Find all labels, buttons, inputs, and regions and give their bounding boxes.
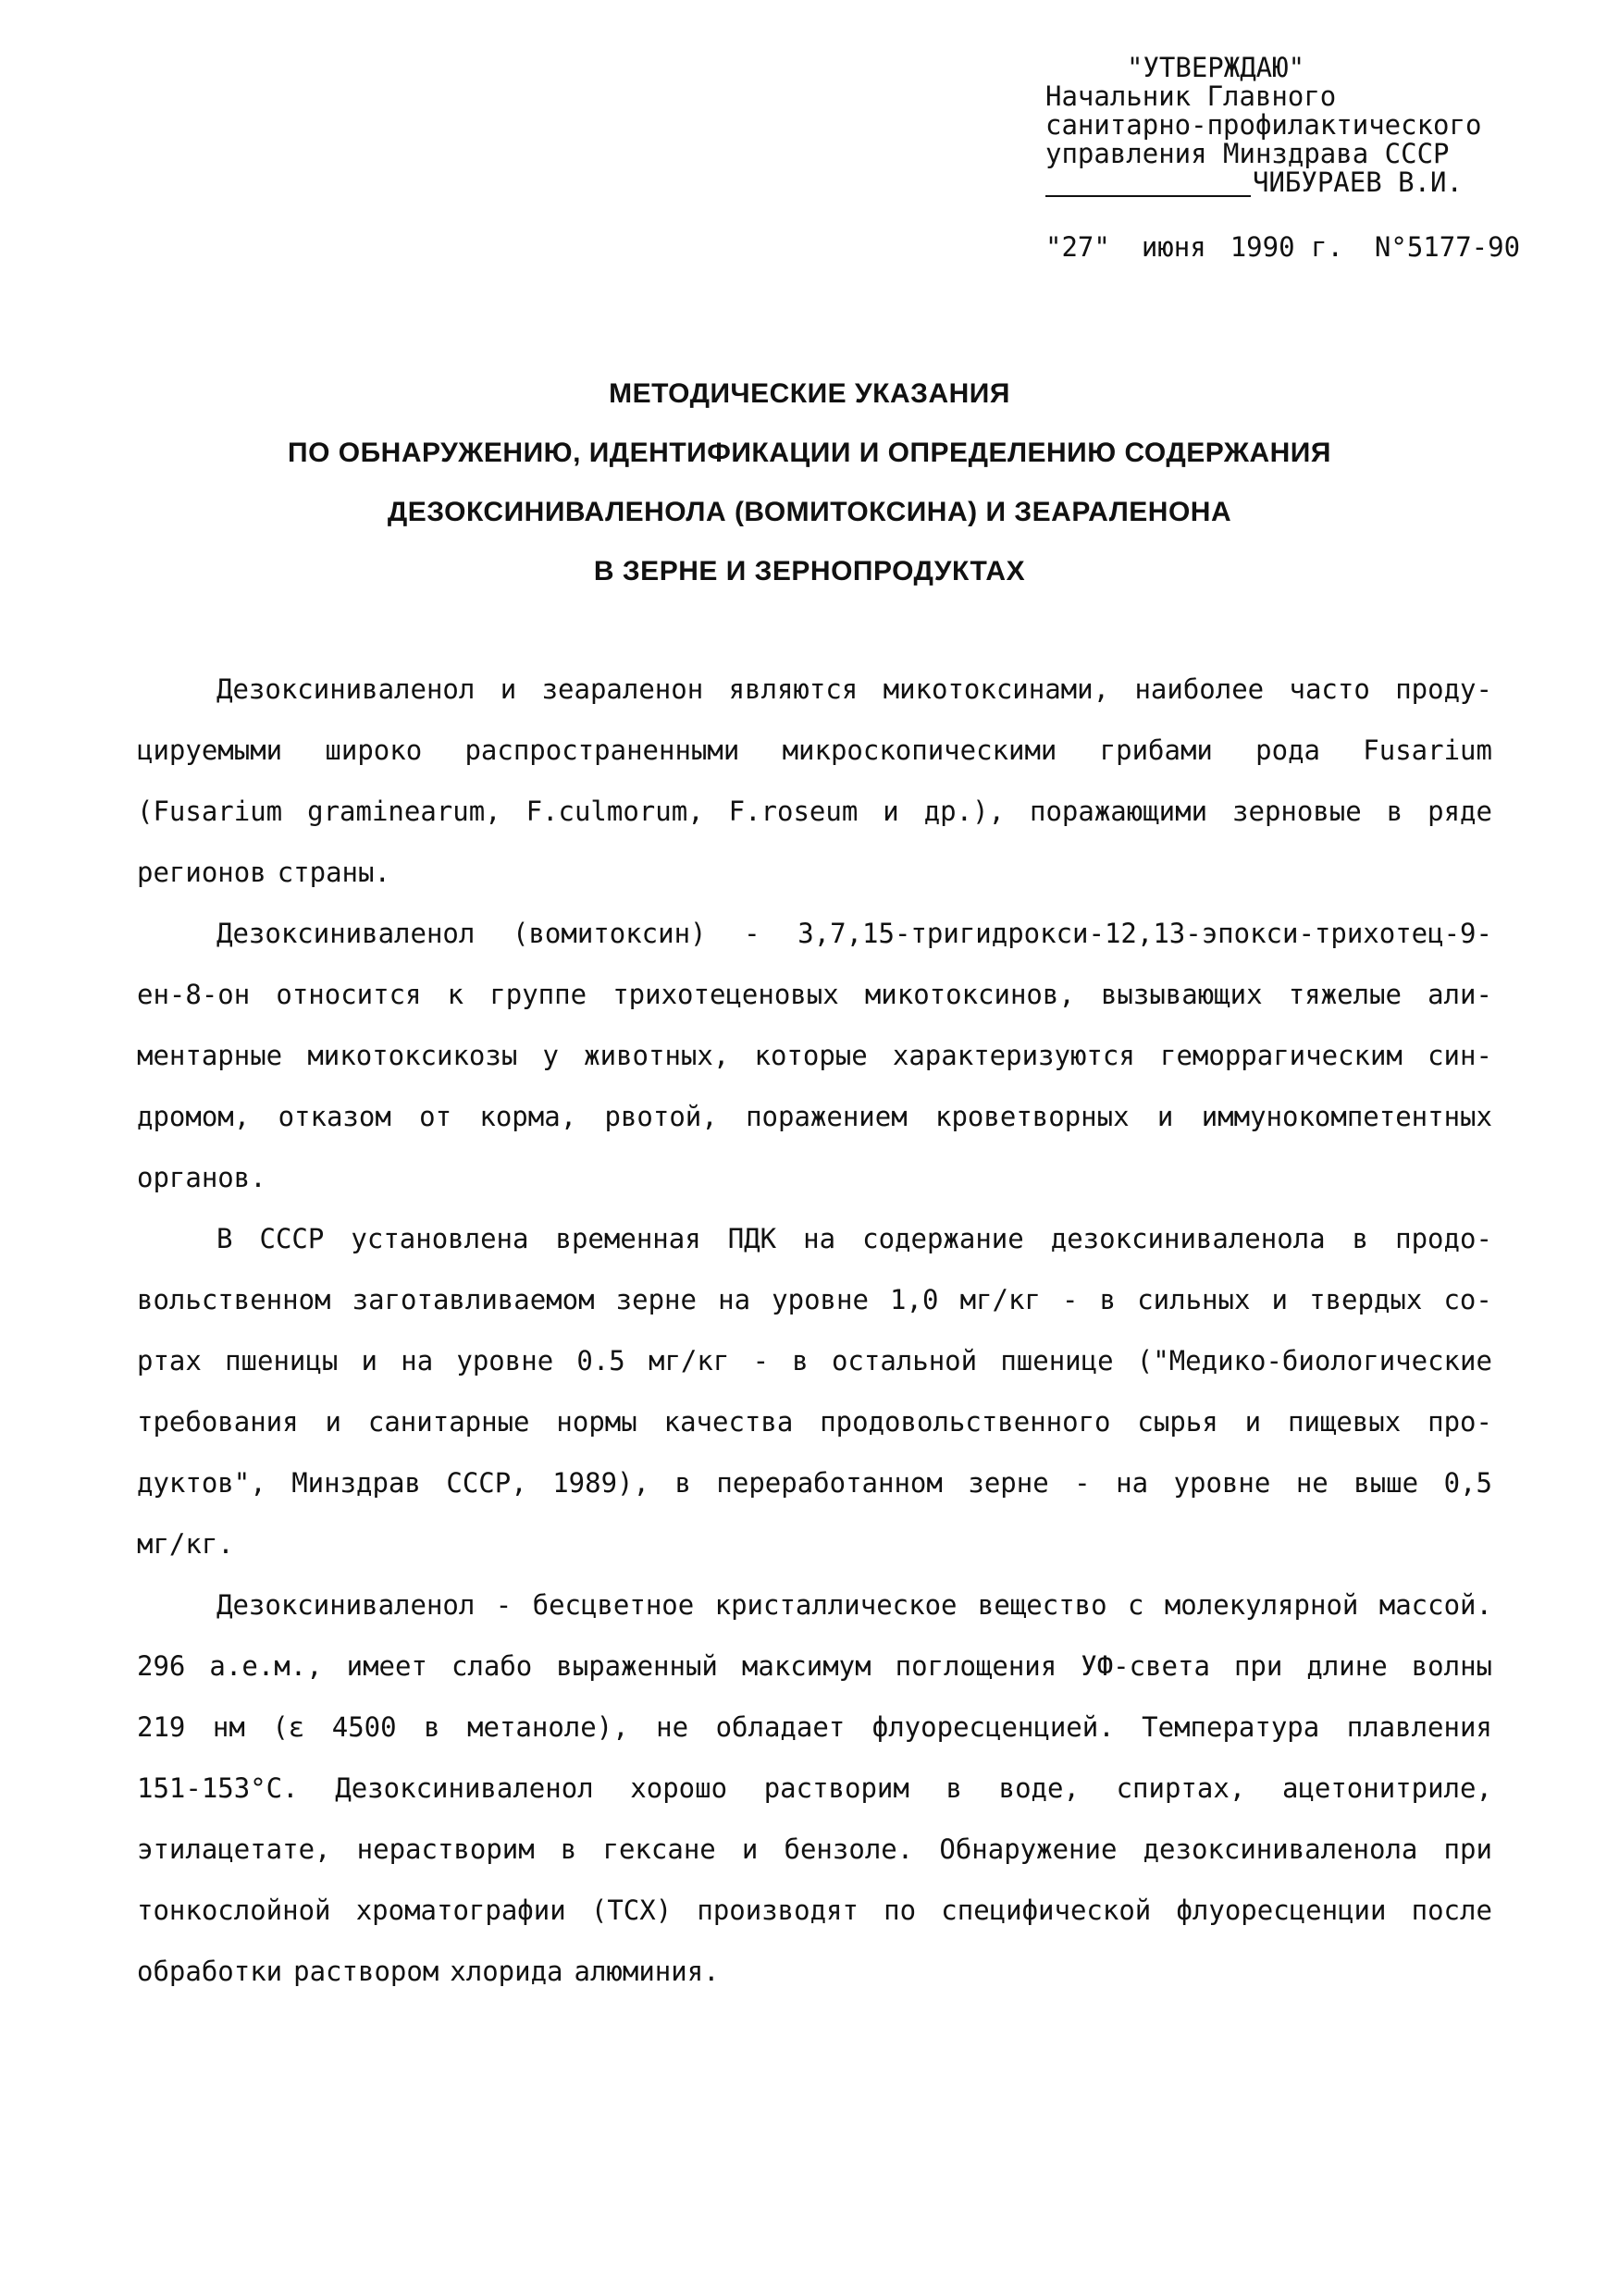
word: - bbox=[495, 1589, 513, 1621]
word: рвотой, bbox=[604, 1101, 718, 1132]
word: ПДК bbox=[727, 1223, 777, 1254]
word: цируемыми bbox=[137, 734, 283, 766]
word: уровне bbox=[772, 1284, 869, 1315]
word: (ТСХ) bbox=[590, 1895, 673, 1926]
word: остальной bbox=[831, 1345, 978, 1376]
word: не bbox=[656, 1711, 689, 1743]
body-paragraph bbox=[137, 1574, 1492, 2002]
word: рода bbox=[1255, 734, 1320, 766]
word: волны bbox=[1411, 1650, 1492, 1682]
approval-block bbox=[1045, 54, 1563, 262]
word: характеризуются bbox=[892, 1040, 1135, 1071]
word: мг/кг bbox=[959, 1284, 1041, 1315]
word: 1989), bbox=[552, 1467, 649, 1499]
word: грибами bbox=[1099, 734, 1213, 766]
word: качества bbox=[663, 1406, 794, 1438]
word: проду- bbox=[1395, 673, 1492, 705]
paragraph-line bbox=[137, 1025, 1492, 1086]
word: Температура bbox=[1142, 1711, 1320, 1743]
signature-row bbox=[1045, 168, 1563, 197]
word: пищевых bbox=[1288, 1406, 1402, 1438]
word: со- bbox=[1443, 1284, 1492, 1315]
word: которые bbox=[754, 1040, 868, 1071]
word: обладает bbox=[715, 1711, 846, 1743]
word: микроскопическими bbox=[782, 734, 1057, 766]
word: - bbox=[752, 1345, 770, 1376]
word: геморрагическим bbox=[1159, 1040, 1403, 1071]
title-line: ДЕЗОКСИНИВАЛЕНОЛА (ВОМИТОКСИНА) И ЗЕАРАЛЕНОНА bbox=[387, 497, 1232, 527]
word: в bbox=[945, 1772, 962, 1804]
word: наиболее bbox=[1134, 673, 1265, 705]
word: про- bbox=[1427, 1406, 1492, 1438]
word: Дезоксиниваленол bbox=[216, 1589, 476, 1621]
word: и bbox=[741, 1833, 759, 1865]
word: дуктов", bbox=[137, 1467, 266, 1499]
title-line: МЕТОДИЧЕСКИЕ УКАЗАНИЯ bbox=[609, 378, 1010, 409]
word: бесцветное bbox=[532, 1589, 695, 1621]
word: микотоксикозы bbox=[307, 1040, 518, 1071]
word: поражающими bbox=[1030, 796, 1208, 827]
word: твердых bbox=[1309, 1284, 1423, 1315]
word: на bbox=[401, 1345, 434, 1376]
word: при bbox=[1443, 1833, 1492, 1865]
paragraph-line bbox=[137, 1147, 1492, 1208]
approval-position-line: Начальник Главного bbox=[1045, 80, 1337, 112]
word: Обнаружение bbox=[939, 1833, 1118, 1865]
word: мг/кг. bbox=[137, 1528, 234, 1560]
word: обработки bbox=[137, 1956, 283, 1987]
word: СССР bbox=[259, 1223, 325, 1254]
word: уровне bbox=[1173, 1467, 1271, 1499]
word: тонкослойной bbox=[137, 1895, 331, 1926]
word: регионов bbox=[137, 857, 266, 888]
approval-date-year: 1990 г. bbox=[1230, 231, 1343, 263]
word: 219 bbox=[137, 1711, 186, 1743]
word: (Fusarium bbox=[137, 796, 283, 827]
word: микотоксинов, bbox=[864, 979, 1075, 1010]
word: и bbox=[883, 796, 899, 827]
word: (вомитоксин) bbox=[512, 918, 707, 949]
word: зерне bbox=[968, 1467, 1049, 1499]
word: страны. bbox=[277, 857, 390, 888]
word: Минздрав bbox=[291, 1467, 421, 1499]
word: F.culmorum, bbox=[525, 796, 704, 827]
word: поражением bbox=[746, 1101, 908, 1132]
word: 0.5 bbox=[576, 1345, 625, 1376]
document-number: N°5177-90 bbox=[1374, 231, 1521, 263]
word: максимум bbox=[741, 1650, 871, 1682]
word: Дезоксиниваленол bbox=[216, 918, 476, 949]
word: микотоксинами, bbox=[883, 673, 1110, 705]
word: распространенными bbox=[464, 734, 740, 766]
word: син- bbox=[1427, 1040, 1492, 1071]
word: а.е.м., bbox=[209, 1650, 323, 1682]
word: Дезоксиниваленол bbox=[216, 673, 476, 705]
paragraph-line bbox=[137, 1758, 1492, 1819]
word: широко bbox=[325, 734, 423, 766]
word: нм bbox=[212, 1711, 245, 1743]
word: мг/кг bbox=[649, 1345, 730, 1376]
word: иммунокомпетентных bbox=[1201, 1101, 1492, 1132]
word: раствором bbox=[293, 1956, 439, 1987]
document-title bbox=[0, 364, 1619, 601]
approval-date-day: "27" bbox=[1045, 231, 1110, 263]
word: установлена bbox=[351, 1223, 529, 1254]
word: сильных bbox=[1137, 1284, 1251, 1315]
word: корма, bbox=[479, 1101, 577, 1132]
word: от bbox=[419, 1101, 452, 1132]
document-body bbox=[137, 659, 1492, 2002]
word: по bbox=[884, 1895, 917, 1926]
word: флуоресценции bbox=[1176, 1895, 1387, 1926]
word: органов. bbox=[137, 1162, 266, 1193]
word: в bbox=[674, 1467, 691, 1499]
word: - bbox=[744, 918, 760, 949]
paragraph-line bbox=[137, 781, 1492, 842]
word: 151-153°С. bbox=[137, 1772, 299, 1804]
signature-line bbox=[1045, 173, 1251, 197]
word: спиртах, bbox=[1116, 1772, 1246, 1804]
paragraph-line bbox=[137, 1697, 1492, 1758]
word: не bbox=[1295, 1467, 1329, 1499]
word: ментарные bbox=[137, 1040, 283, 1071]
word: и bbox=[1271, 1284, 1288, 1315]
word: хлорида bbox=[450, 1956, 563, 1987]
word: переработанном bbox=[716, 1467, 943, 1499]
paragraph-line bbox=[137, 1819, 1492, 1880]
word: в bbox=[1386, 796, 1403, 827]
body-paragraph bbox=[137, 1208, 1492, 1574]
word: массой. bbox=[1378, 1589, 1492, 1621]
word: тяжелые bbox=[1288, 979, 1402, 1010]
word: на bbox=[803, 1223, 836, 1254]
word: УФ-света bbox=[1081, 1650, 1210, 1682]
word: гексане bbox=[602, 1833, 716, 1865]
word: содержание bbox=[862, 1223, 1024, 1254]
paragraph-line bbox=[137, 659, 1492, 720]
word: молекулярной bbox=[1164, 1589, 1359, 1621]
word: дромом, bbox=[137, 1101, 251, 1132]
word: продовольственного bbox=[820, 1406, 1111, 1438]
word: кроветворных bbox=[935, 1101, 1130, 1132]
word: часто bbox=[1289, 673, 1370, 705]
word: являются bbox=[728, 673, 859, 705]
word: выраженный bbox=[556, 1650, 718, 1682]
word: с bbox=[1127, 1589, 1144, 1621]
word: и bbox=[361, 1345, 377, 1376]
paragraph-line bbox=[137, 1513, 1492, 1574]
word: зеараленон bbox=[541, 673, 704, 705]
title-line: ПО ОБНАРУЖЕНИЮ, ИДЕНТИФИКАЦИИ И ОПРЕДЕЛЕНИЮ СОДЕРЖАНИЯ bbox=[288, 438, 1331, 468]
word: метаноле), bbox=[467, 1711, 629, 1743]
approval-heading: "УТВЕРЖДАЮ" bbox=[1127, 52, 1305, 83]
word: поглощения bbox=[895, 1650, 1057, 1682]
paragraph-line bbox=[137, 1636, 1492, 1697]
word: слабо bbox=[451, 1650, 533, 1682]
signatory-name: ЧИБУРАЕВ В.И. bbox=[1253, 167, 1463, 198]
word: вольственном bbox=[137, 1284, 331, 1315]
word: в bbox=[560, 1833, 577, 1865]
word: и bbox=[325, 1406, 341, 1438]
word: в bbox=[424, 1711, 440, 1743]
word: и bbox=[1156, 1101, 1174, 1132]
word: требования bbox=[137, 1406, 299, 1438]
word: 3,7,15-тригидрокси-12,13-эпокси-трихотец-9- bbox=[797, 918, 1492, 949]
word: вызывающих bbox=[1100, 979, 1263, 1010]
word: к bbox=[447, 979, 464, 1010]
paragraph-line bbox=[137, 1208, 1492, 1269]
word: F.roseum bbox=[728, 796, 859, 827]
word: дезоксиниваленола bbox=[1050, 1223, 1326, 1254]
paragraph-line bbox=[137, 1086, 1492, 1147]
body-paragraph bbox=[137, 659, 1492, 903]
word: трихотеценовых bbox=[612, 979, 839, 1010]
word: 1,0 bbox=[890, 1284, 939, 1315]
paragraph-line bbox=[137, 1574, 1492, 1636]
word: специфической bbox=[941, 1895, 1152, 1926]
word: после bbox=[1411, 1895, 1492, 1926]
word: пшеницы bbox=[225, 1345, 339, 1376]
word: группе bbox=[489, 979, 587, 1010]
word: продо- bbox=[1395, 1223, 1492, 1254]
word: заготавливаемом bbox=[352, 1284, 595, 1315]
word: растворим bbox=[763, 1772, 909, 1804]
word: ацетонитриле, bbox=[1281, 1772, 1492, 1804]
word: др.), bbox=[923, 796, 1006, 827]
word: нормы bbox=[556, 1406, 637, 1438]
word: выше bbox=[1353, 1467, 1419, 1499]
word: - bbox=[1062, 1284, 1079, 1315]
word: пшенице bbox=[1000, 1345, 1114, 1376]
paragraph-line bbox=[137, 1391, 1492, 1452]
word: кристаллическое bbox=[714, 1589, 958, 1621]
word: вещество bbox=[977, 1589, 1107, 1621]
word: длине bbox=[1306, 1650, 1388, 1682]
word: у bbox=[542, 1040, 559, 1071]
paragraph-line bbox=[137, 842, 1492, 903]
paragraph-line bbox=[137, 1880, 1492, 1941]
word: и bbox=[1244, 1406, 1262, 1438]
word: плавления bbox=[1346, 1711, 1492, 1743]
paragraph-line bbox=[137, 1269, 1492, 1330]
word: В bbox=[216, 1223, 233, 1254]
word: graminearum, bbox=[307, 796, 501, 827]
body-paragraph bbox=[137, 903, 1492, 1208]
paragraph-line bbox=[137, 720, 1492, 781]
word: Дезоксиниваленол bbox=[335, 1772, 594, 1804]
word: - bbox=[1074, 1467, 1091, 1499]
word: производят bbox=[697, 1895, 859, 1926]
word: сырья bbox=[1137, 1406, 1218, 1438]
word: и bbox=[500, 673, 517, 705]
word: в bbox=[1099, 1284, 1117, 1315]
word: санитарные bbox=[367, 1406, 530, 1438]
word: 4500 bbox=[331, 1711, 397, 1743]
approval-date-month: июня bbox=[1141, 231, 1206, 263]
approval-date-row bbox=[1045, 233, 1563, 262]
word: на bbox=[718, 1284, 751, 1315]
paragraph-line bbox=[137, 1330, 1492, 1391]
word: (ε bbox=[272, 1711, 305, 1743]
paragraph-line bbox=[137, 1941, 1492, 2002]
word: временная bbox=[555, 1223, 701, 1254]
word: 0,5 bbox=[1443, 1467, 1492, 1499]
title-line: В ЗЕРНЕ И ЗЕРНОПРОДУКТАХ bbox=[593, 556, 1026, 586]
word: этилацетате, bbox=[137, 1833, 331, 1865]
word: ряде bbox=[1427, 796, 1492, 827]
word: 296 bbox=[137, 1650, 186, 1682]
word: дезоксиниваленола bbox=[1143, 1833, 1418, 1865]
word: ртах bbox=[137, 1345, 202, 1376]
approval-position-line: санитарно-профилактического bbox=[1045, 109, 1482, 141]
word: бензоле. bbox=[784, 1833, 914, 1865]
word: флуоресценцией. bbox=[871, 1711, 1115, 1743]
word: уровне bbox=[456, 1345, 554, 1376]
word: али- bbox=[1427, 979, 1492, 1010]
paragraph-line bbox=[137, 964, 1492, 1025]
word: на bbox=[1116, 1467, 1149, 1499]
paragraph-line bbox=[137, 1452, 1492, 1513]
word: в bbox=[792, 1345, 809, 1376]
word: зерне bbox=[615, 1284, 697, 1315]
word: в bbox=[1352, 1223, 1369, 1254]
word: животных, bbox=[584, 1040, 730, 1071]
paragraph-line bbox=[137, 903, 1492, 964]
word: хорошо bbox=[630, 1772, 728, 1804]
word: ("Медико-биологические bbox=[1136, 1345, 1492, 1376]
word: имеет bbox=[346, 1650, 427, 1682]
approval-position-line: управления Минздрава СССР bbox=[1045, 138, 1450, 169]
word: относится bbox=[276, 979, 422, 1010]
word: хроматографии bbox=[355, 1895, 566, 1926]
word: Fusarium bbox=[1363, 734, 1492, 766]
word: нерастворим bbox=[356, 1833, 535, 1865]
word: ен-8-он bbox=[137, 979, 251, 1010]
word: отказом bbox=[278, 1101, 391, 1132]
word: воде, bbox=[998, 1772, 1080, 1804]
word: алюминия. bbox=[574, 1956, 720, 1987]
word: зерновые bbox=[1232, 796, 1362, 827]
word: СССР, bbox=[446, 1467, 527, 1499]
word: при bbox=[1233, 1650, 1283, 1682]
